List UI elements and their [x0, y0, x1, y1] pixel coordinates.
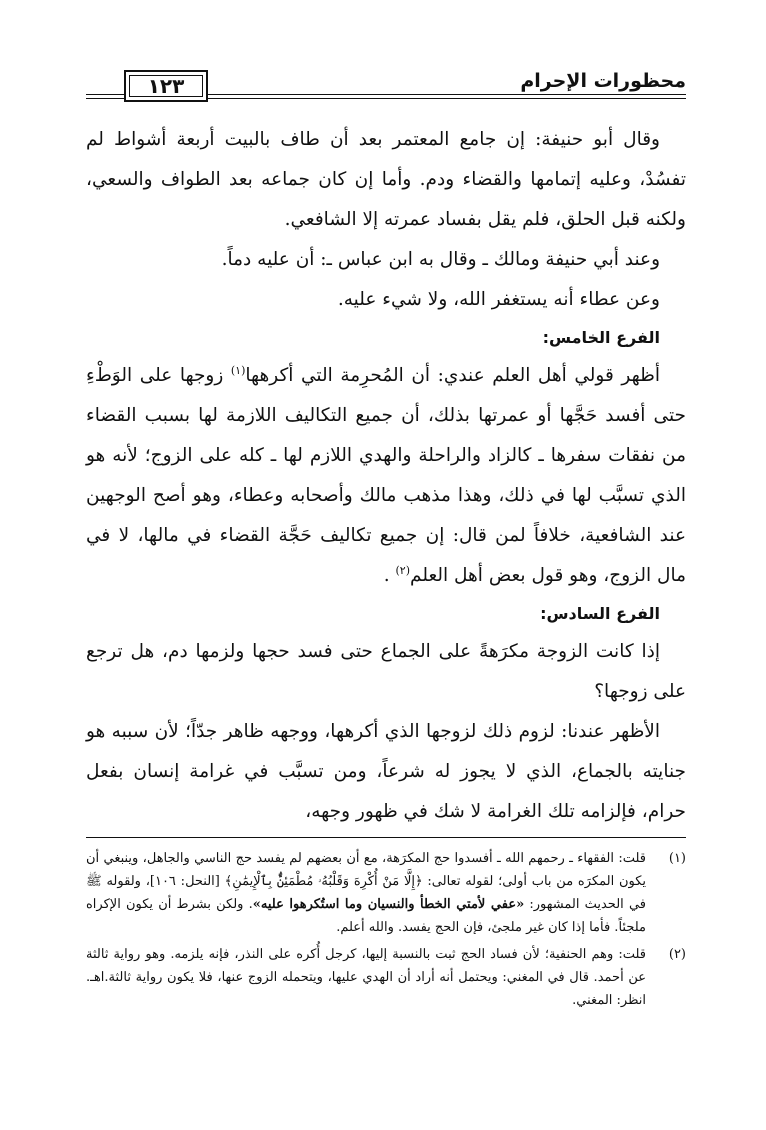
book-page	[86, 60, 686, 1070]
footnote-marker: (٢)	[395, 563, 411, 577]
paragraph: وعند أبي حنيفة ومالك ـ وقال به ابن عباس ـ: أن عليه دماً.	[221, 249, 660, 270]
paragraph-text: .	[383, 565, 396, 586]
footnote-text: قلت: وهم الحنفية؛ لأن فساد الحج ثبت بالنسبة إليها، كرجل أُكره على النذر، فإنه يلزمه. وهو رواية ثالثة عن أحمد. قال في المغني: ويحتمل أنه أراد أن الهدي عليها، ويتحمله الزوج عنها، فلا يكون رواية ثالثة.اهـ. انظر: المغني.	[86, 947, 646, 1008]
footnotes	[86, 847, 686, 1016]
chapter-title: محظورات الإحرام	[520, 70, 686, 92]
section-heading-fifth: الفرع الخامس:	[542, 328, 660, 347]
page-number: ١٢٣	[147, 74, 185, 98]
footnote-hadith: «عفي لأمتي الخطأ والنسيان وما استُكرهوا عليه»	[252, 897, 525, 912]
paragraph	[86, 356, 686, 596]
paragraph: إذا كانت الزوجة مكرَهةً على الجماع حتى فسد حجها ولزمها دم، هل ترجع على زوجها؟	[86, 641, 686, 702]
paragraph: وقال أبو حنيفة: إن جامع المعتمر بعد أن طاف بالبيت أربعة أشواط لم تفسُدْ، وعليه إتمامها والقضاء ودم. وأما إن كان جماعه بعد الطواف والسعي، ولكنه قبل الحلق، فلم يقل بفساد عمرته إلا الشافعي.	[86, 129, 686, 230]
footnote-text: قلت: الفقهاء ـ رحمهم الله ـ أفسدوا حج المكرَهة، مع أن بعضهم لم يفسد حج الناسي والجاهل، وينبغي أن يكون المكرَه من باب أولى؛ لقوله تعالى: ﴿إِلَّا مَنْ أُكْرِهَ وَقَلْبُهُۥ مُطْمَئِنٌّۢ بِٱلْإِيمَٰنِ﴾ [النحل: ١٠٦]، ولقوله ﷺ في الحديث المشهور:	[86, 851, 646, 912]
footnote-text: . ولكن بشرط أن يكون الإكراه ملجئاً. فأما إذا كان غير ملجئ، فإن الحج يفسد. والله أعلم.	[86, 897, 646, 935]
footnote-number: (٢)	[668, 947, 686, 962]
footnote-number: (١)	[668, 851, 686, 866]
page-header	[86, 60, 686, 104]
paragraph-text: زوجها على الوَطْءِ حتى أفسد حَجَّها أو عمرتها بذلك، أن جميع التكاليف اللازمة لها بسبب القضاء من نفقات سفرها ـ كالزاد والراحلة والهدي اللازم لها ـ كله على الزوج؛ لأنه هو الذي تسبَّب لها في ذلك، وهذا مذهب مالك وأصحابه وعطاء، وهو أصح الوجهين عند الشافعية، خلافاً لمن قال: إن جميع تكاليف حَجَّة القضاء في مالها، لا في مال الزوج، وهو قول بعض أهل العلم	[86, 365, 686, 586]
main-text	[86, 120, 686, 832]
page-number-frame	[124, 70, 208, 102]
footnote-marker: (١)	[230, 363, 246, 377]
footnote	[86, 943, 686, 1012]
paragraph: وعن عطاء أنه يستغفر الله، ولا شيء عليه.	[337, 289, 660, 310]
paragraph: الأظهر عندنا: لزوم ذلك لزوجها الذي أكرهها، ووجهه ظاهر جدّاً؛ لأن سببه هو جنايته بالجماع، الذي لا يجوز له شرعاً، ومن تسبَّب في غرامة إنسان بفعل حرام، فإلزامه تلك الغرامة لا شك في ظهور وجهه،	[86, 721, 686, 822]
section-heading-sixth: الفرع السادس:	[540, 604, 660, 623]
footnote-separator	[86, 837, 686, 838]
footnote	[86, 847, 686, 939]
paragraph-text: أظهر قولي أهل العلم عندي: أن المُحرِمة التي أكرهها	[245, 365, 660, 386]
